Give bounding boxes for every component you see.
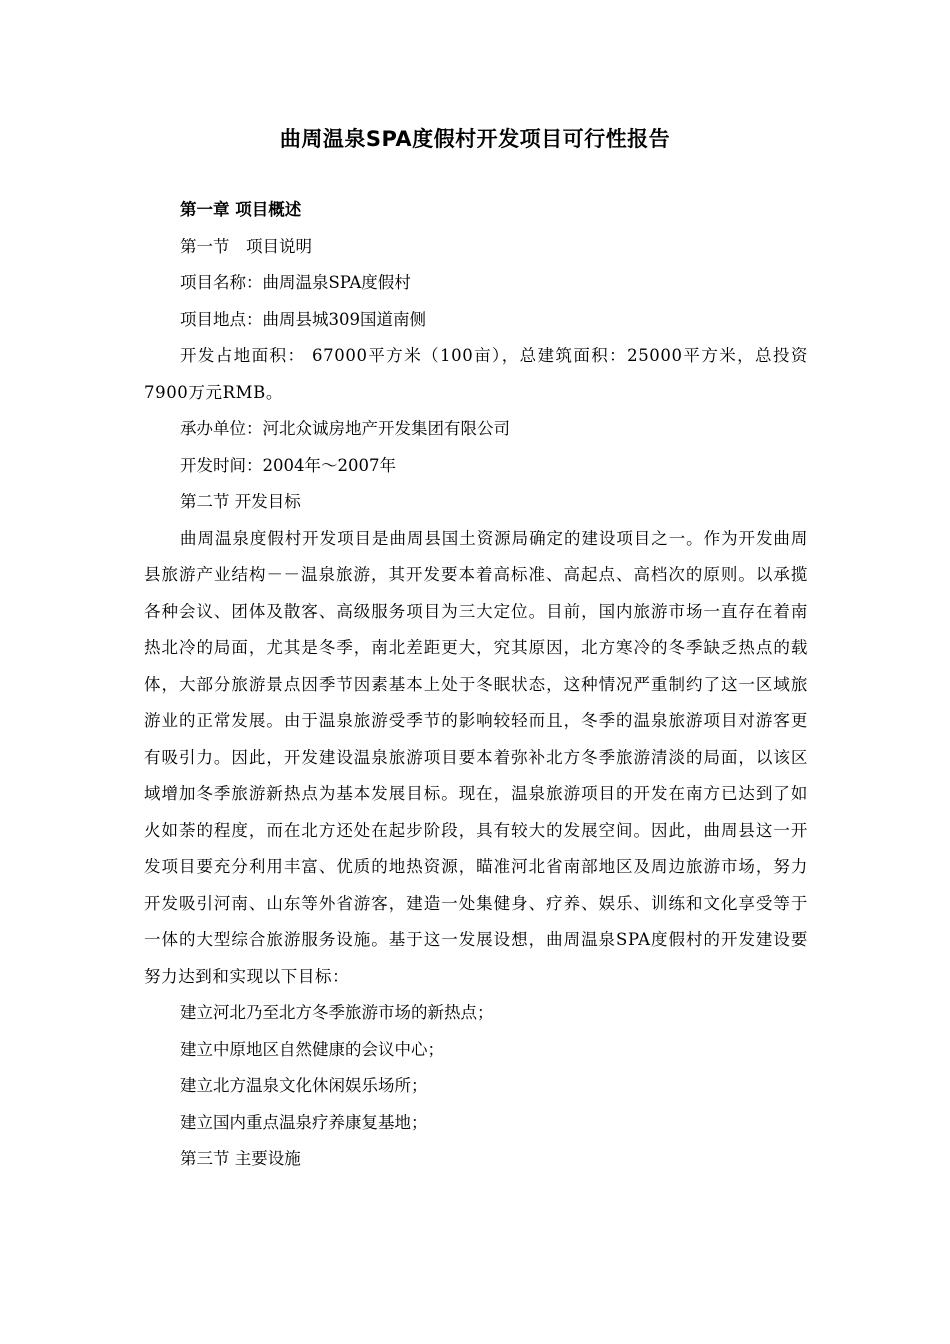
section-heading: 第三节 主要设施 bbox=[180, 1149, 301, 1168]
goal-item: 建立国内重点温泉疗养康复基地； bbox=[180, 1112, 428, 1132]
goal-item: 建立中原地区自然健康的会议中心； bbox=[180, 1039, 444, 1059]
land-area-paragraph: 开发占地面积： 67000平方米（100亩），总建筑面积：25000平方米，总投资7900万元RMB。 bbox=[144, 346, 808, 402]
project-name: 项目名称：曲周温泉SPA度假村 bbox=[180, 273, 411, 292]
development-time: 开发时间：2004年～2007年 bbox=[180, 455, 396, 475]
document-body bbox=[144, 192, 808, 1178]
chapter-heading: 第一章 项目概述 bbox=[180, 200, 302, 219]
goals-list bbox=[144, 995, 808, 1141]
goal-item: 建立河北乃至北方冬季旅游市场的新热点； bbox=[180, 1003, 494, 1022]
organizer: 承办单位：河北众诚房地产开发集团有限公司 bbox=[180, 419, 510, 438]
document-title: 曲周温泉SPA度假村开发项目可行性报告 bbox=[279, 127, 671, 151]
section-heading: 第二节 开发目标 bbox=[180, 492, 301, 511]
section-heading: 第一节 项目说明 bbox=[180, 236, 312, 256]
goal-item: 建立北方温泉文化休闲娱乐场所； bbox=[180, 1076, 428, 1095]
project-location: 项目地点：曲周县城309国道南侧 bbox=[180, 309, 426, 329]
objective-paragraph: 曲周温泉度假村开发项目是曲周县国土资源局确定的建设项目之一。作为开发曲周县旅游产业结构－－温泉旅游，其开发要本着高标准、高起点、高档次的原则。以承揽各种会议、团体及散客、高级服务项目为三大定位。目前，国内旅游市场一直存在着南热北冷的局面，尤其是冬季，南北差距更大，究其原因，北方寒冷的冬季缺乏热点的载体，大部分旅游景点因季节因素基本上处于冬眠状态，这种情况严重制约了这一区域旅游业的正常发展。由于温泉旅游受季节的影响较轻而且，冬季的温泉旅游项目对游客更有吸引力。因此，开发建设温泉旅游项目要本着弥补北方冬季旅游清淡的局面，以该区域增加冬季旅游新热点为基本发展目标。现在，温泉旅游项目的开发在南方已达到了如火如荼的程度，而在北方还处在起步阶段，具有较大的发展空间。因此，曲周县这一开发项目要充分利用丰富、优质的地热资源，瞄准河北省南部地区及周边旅游市场，努力开发吸引河南、山东等外省游客，建造一处集健身、疗养、娱乐、训练和文化享受等于一体的大型综合旅游服务设施。基于这一发展设想，曲周温泉SPA度假村的开发建设要努力达到和实现以下目标： bbox=[144, 528, 808, 986]
